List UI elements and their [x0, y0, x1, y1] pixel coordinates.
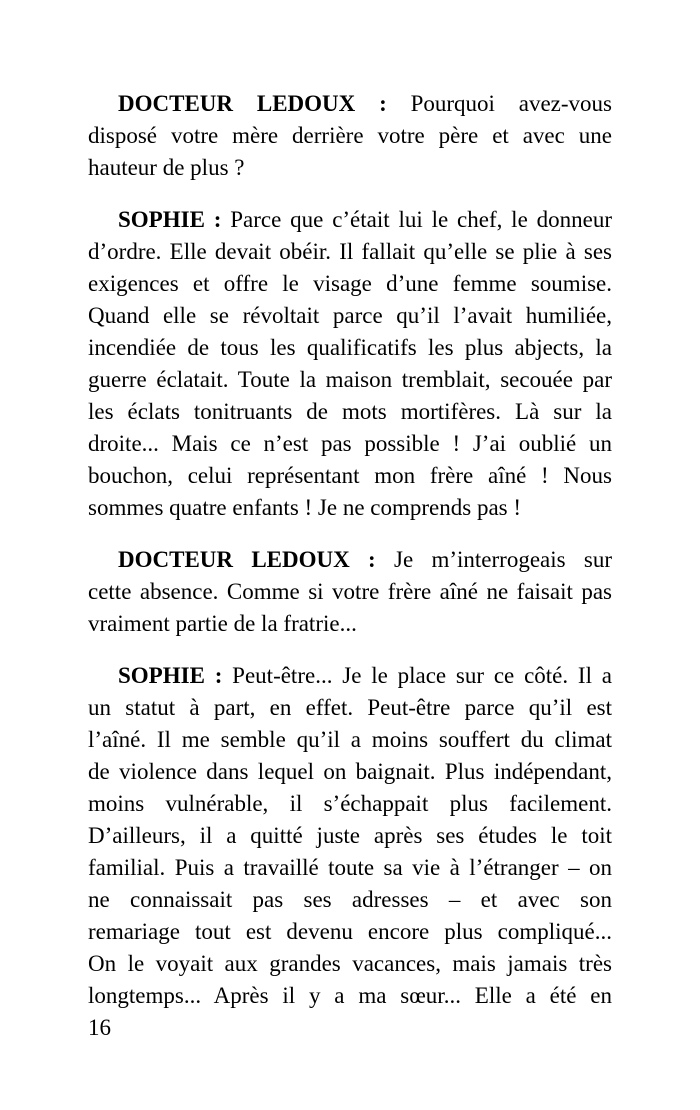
text-line: ne connaissait pas ses adresses – et avec son	[88, 887, 612, 912]
dialogue-paragraph	[88, 204, 612, 524]
text-line: les éclats tonitruants de mots mortifères. Là sur la	[88, 399, 612, 424]
text-line: SOPHIE : Parce que c’était lui le chef, le donneur	[118, 207, 612, 232]
text-line: bouchon, celui représentant mon frère aîné ! Nous	[88, 463, 612, 488]
speaker-name: DOCTEUR LEDOUX :	[118, 547, 376, 572]
dialogue-paragraph	[88, 660, 612, 1012]
dialogue-paragraph	[88, 88, 612, 184]
text-line: disposé votre mère derrière votre père et avec une	[88, 123, 612, 148]
text-line: remariage tout est devenu encore plus compliqué...	[88, 919, 612, 944]
text-line: hauteur de plus ?	[88, 155, 245, 180]
text-line: longtemps... Après il y a ma sœur... Elle a été en	[88, 983, 612, 1008]
text-line: familial. Puis a travaillé toute sa vie à l’étranger – on	[88, 855, 612, 880]
dialogue	[88, 88, 612, 1012]
text-line: droite... Mais ce n’est pas possible ! J’ai oublié un	[88, 431, 612, 456]
text-line: exigences et offre le visage d’une femme soumise.	[88, 271, 612, 296]
text-line: un statut à part, en effet. Peut-être parce qu’il est	[88, 695, 612, 720]
text-line: D’ailleurs, il a quitté juste après ses études le toit	[88, 823, 612, 848]
text-line: DOCTEUR LEDOUX : Je m’interrogeais sur	[118, 547, 612, 572]
text-line: DOCTEUR LEDOUX : Pourquoi avez-vous	[118, 91, 612, 116]
speaker-name: SOPHIE :	[118, 663, 223, 688]
text-line: d’ordre. Elle devait obéir. Il fallait qu’elle se plie à ses	[88, 239, 612, 264]
text-line: de violence dans lequel on baignait. Plus indépendant,	[88, 759, 612, 784]
speaker-name: SOPHIE :	[118, 207, 222, 232]
page-number: 16	[88, 1015, 111, 1040]
text-line: guerre éclatait. Toute la maison tremblait, secouée par	[88, 367, 612, 392]
speaker-name: DOCTEUR LEDOUX :	[118, 91, 387, 116]
text-line: SOPHIE : Peut-être... Je le place sur ce côté. Il a	[118, 663, 612, 688]
text-line: moins vulnérable, il s’échappait plus facilement.	[88, 791, 612, 816]
text-line: On le voyait aux grandes vacances, mais jamais très	[88, 951, 612, 976]
text-line: l’aîné. Il me semble qu’il a moins souffert du climat	[88, 727, 612, 752]
text-line: cette absence. Comme si votre frère aîné ne faisait pas	[88, 579, 612, 604]
text-line: sommes quatre enfants ! Je ne comprends pas !	[88, 495, 522, 520]
text-line: incendiée de tous les qualificatifs les plus abjects, la	[88, 335, 612, 360]
text-line: Quand elle se révoltait parce qu’il l’avait humiliée,	[88, 303, 612, 328]
text-line: vraiment partie de la fratrie...	[88, 611, 357, 636]
dialogue-paragraph	[88, 544, 612, 640]
